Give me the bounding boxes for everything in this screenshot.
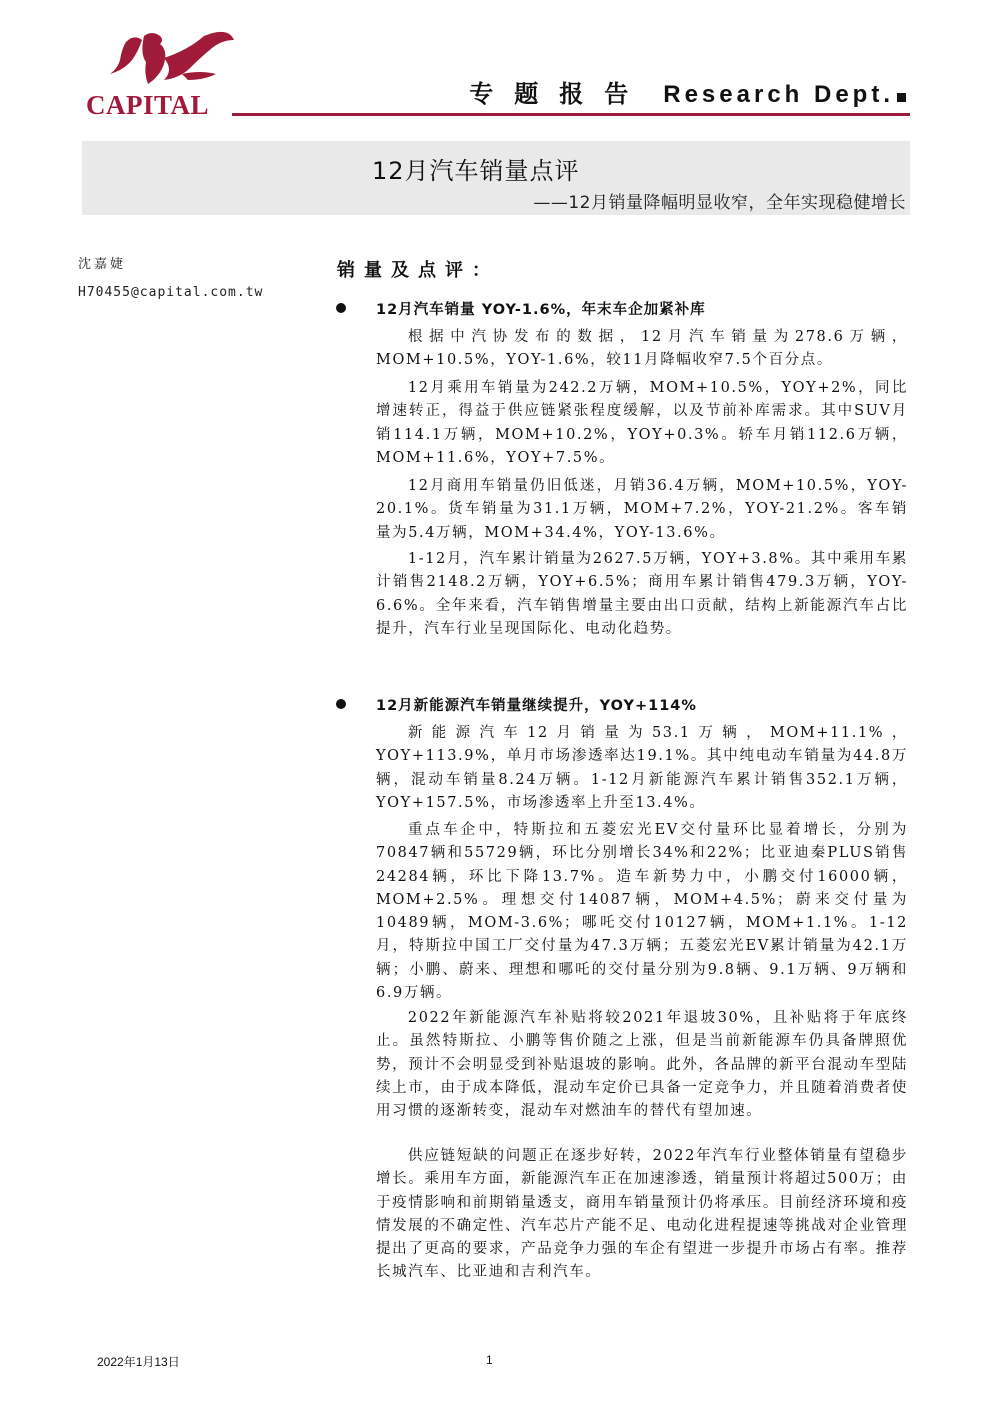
author-email[interactable]: H70455@capital.com.tw — [78, 285, 264, 300]
capital-logo — [84, 30, 244, 122]
paragraph: 12月商用车销量仍旧低迷，月销36.4万辆，MOM+10.5%，YOY-20.1%。货车销量为31.1万辆，MOM+7.2%，YOY-21.2%。客车销量为5.4万辆，MOM+34.4%，YOY-13.6%。 — [376, 478, 908, 541]
section-title: 12月汽车销量 YOY-1.6%，年末车企加紧补库 — [376, 302, 706, 318]
bullet-icon — [336, 699, 346, 709]
header-title-en: Research Dept. — [663, 81, 894, 108]
paragraph: 根据中汽协发布的数据，12月汽车销量为278.6万辆，MOM+10.5%，YOY-1.6%，较11月降幅收窄7.5个百分点。 — [376, 329, 908, 369]
footer-date: 2022年1月13日 — [97, 1355, 180, 1369]
paragraph: 新能源汽车12月销量为53.1万辆，MOM+11.1%，YOY+113.9%，单月市场渗透率达19.1%。其中纯电动车销量为44.8万辆，混动车销量8.24万辆。1-12月新能源汽车累计销售352.1万辆，YOY+157.5%，市场渗透率上升至13.4%。 — [376, 725, 908, 811]
header-title-zh: 专题报告 — [469, 80, 650, 108]
header-square-icon — [897, 93, 906, 102]
section-heading: 销量及点评： — [337, 260, 499, 281]
section-title: 12月新能源汽车销量继续提升，YOY+114% — [376, 698, 697, 714]
bullet-icon — [336, 303, 346, 313]
report-title: 12月汽车销量点评 — [372, 157, 580, 185]
logo-text: CAPITAL — [86, 90, 210, 120]
author-name: 沈嘉婕 — [78, 257, 127, 272]
eagle-icon — [104, 30, 234, 90]
report-subtitle: ——12月销量降幅明显收窄，全年实现稳健增长 — [533, 193, 906, 213]
header-title — [469, 74, 906, 109]
header-divider — [232, 113, 910, 116]
paragraph: 12月乘用车销量为242.2万辆，MOM+10.5%，YOY+2%，同比增速转正，得益于供应链紧张程度缓解，以及节前补库需求。其中SUV月销114.1万辆，MOM+10.2%，YOY+0.3%。轿车月销112.6万辆，MOM+11.6%，YOY+7.5%。 — [376, 380, 908, 466]
paragraph: 2022年新能源汽车补贴将较2021年退坡30%，且补贴将于年底终止。虽然特斯拉、小鹏等售价随之上涨，但是当前新能源车仍具备牌照优势，预计不会明显受到补贴退坡的影响。此外，各品牌的新平台混动车型陆续上市，由于成本降低，混动车定价已具备一定竞争力，并且随着消费者使用习惯的逐渐转变，混动车对燃油车的替代有望加速。 — [376, 1010, 908, 1120]
paragraph: 1-12月，汽车累计销量为2627.5万辆，YOY+3.8%。其中乘用车累计销售2148.2万辆，YOY+6.5%；商用车累计销售479.3万辆，YOY-6.6%。全年来看，汽车销售增量主要由出口贡献，结构上新能源汽车占比提升，汽车行业呈现国际化、电动化趋势。 — [376, 551, 908, 637]
paragraph: 重点车企中，特斯拉和五菱宏光EV交付量环比显着增长，分别为70847辆和55729辆，环比分别增长34%和22%；比亚迪秦PLUS销售24284辆，环比下降13.7%。造车新势力中，小鹏交付16000辆，MOM+2.5%。理想交付14087辆，MOM+4.5%；蔚来交付量为10489辆，MOM-3.6%；哪吒交付10127辆，MOM+1.1%。1-12月，特斯拉中国工厂交付量为47.3万辆；五菱宏光EV累计销量为42.1万辆；小鹏、蔚来、理想和哪吒的交付量分别为9.8辆、9.1万辆、9万辆和6.9万辆。 — [376, 822, 908, 1002]
paragraph: 供应链短缺的问题正在逐步好转，2022年汽车行业整体销量有望稳步增长。乘用车方面，新能源汽车正在加速渗透，销量预计将超过500万；由于疫情影响和前期销量透支，商用车销量预计仍将承压。目前经济环境和疫情发展的不确定性、汽车芯片产能不足、电动化进程提速等挑战对企业管理提出了更高的要求，产品竞争力强的车企有望进一步提升市场占有率。推荐长城汽车、比亚迪和吉利汽车。 — [376, 1148, 908, 1281]
page-number: 1 — [486, 1353, 493, 1367]
